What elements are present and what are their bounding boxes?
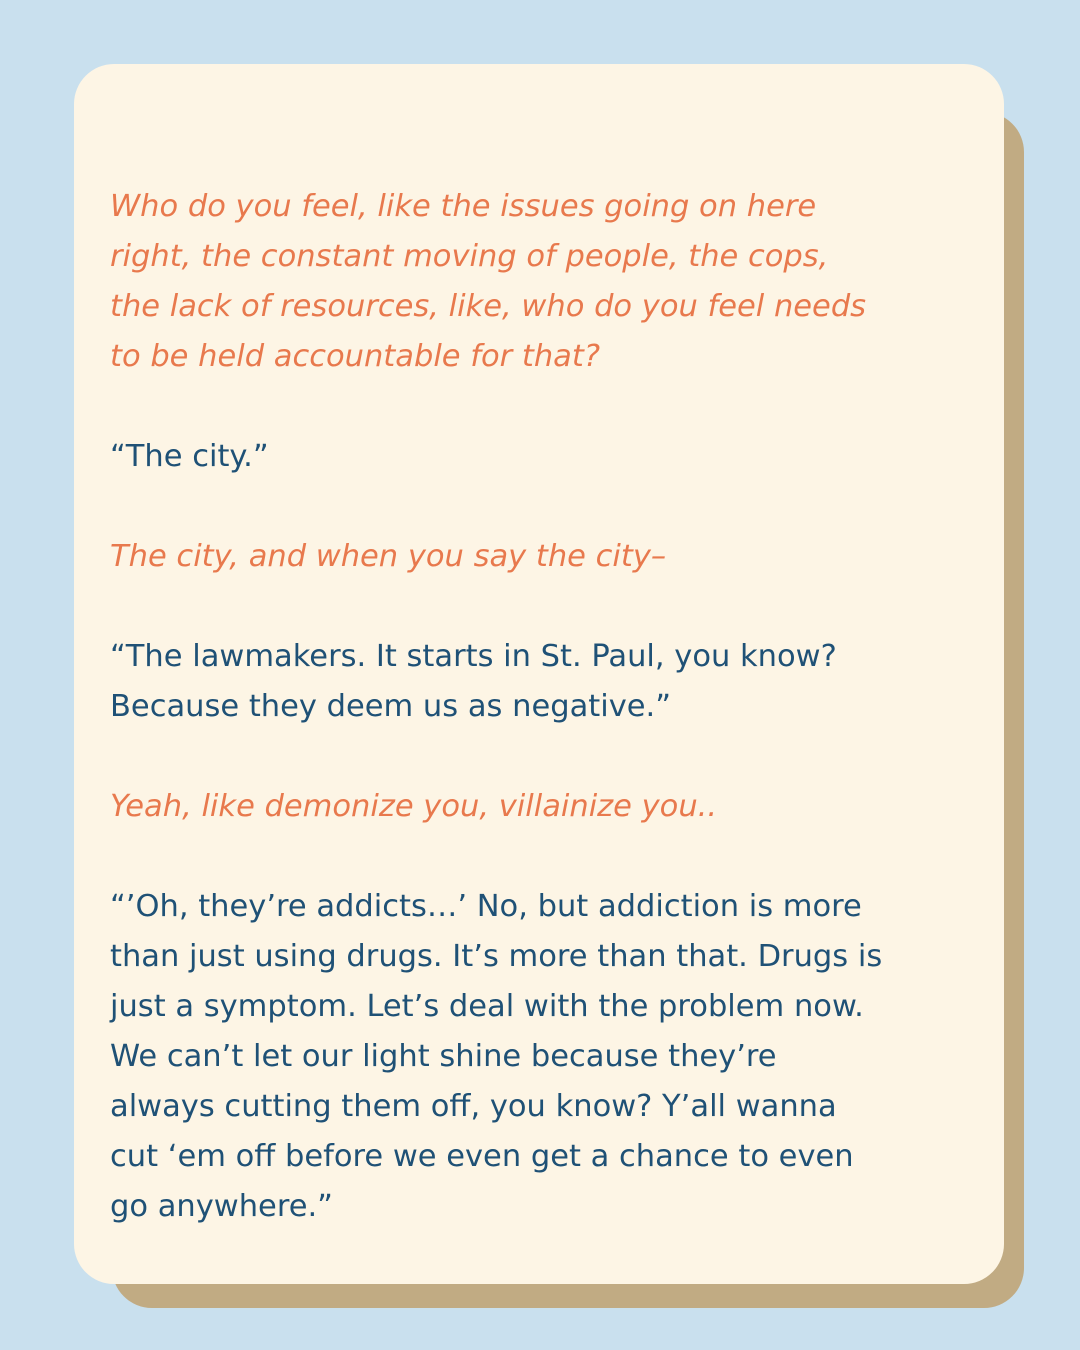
question-3-line: Yeah, like demonize you, villainize you.. [110,789,718,824]
question-2-line: The city, and when you say the city– [110,539,667,574]
question-1 [110,182,964,382]
answer-3-line: just a symptom. Let’s deal with the problem now. [110,989,864,1024]
question-1-line: Who do you feel, like the issues going on here [110,189,817,224]
answer-3 [110,882,964,1232]
answer-2 [110,632,964,732]
answer-1 [110,432,964,482]
answer-3-line: always cutting them off, you know? Y’all wanna [110,1089,837,1124]
answer-1-line: “The city.” [110,439,269,474]
interview-card [74,64,1004,1284]
answer-3-line: “’Oh, they’re addicts…’ No, but addiction is more [110,889,862,924]
question-3 [110,782,964,832]
answer-3-line: cut ‘em off before we even get a chance to even [110,1139,854,1174]
question-1-line: right, the constant moving of people, the cops, [110,239,829,274]
answer-3-line: than just using drugs. It’s more than that. Drugs is [110,939,883,974]
answer-3-line: We can’t let our light shine because they’re [110,1039,777,1074]
question-1-line: to be held accountable for that? [110,339,601,374]
question-2 [110,532,964,582]
answer-2-line: “The lawmakers. It starts in St. Paul, you know? [110,639,837,674]
answer-3-line: go anywhere.” [110,1189,333,1224]
question-1-line: the lack of resources, like, who do you feel needs [110,289,867,324]
answer-2-line: Because they deem us as negative.” [110,689,672,724]
